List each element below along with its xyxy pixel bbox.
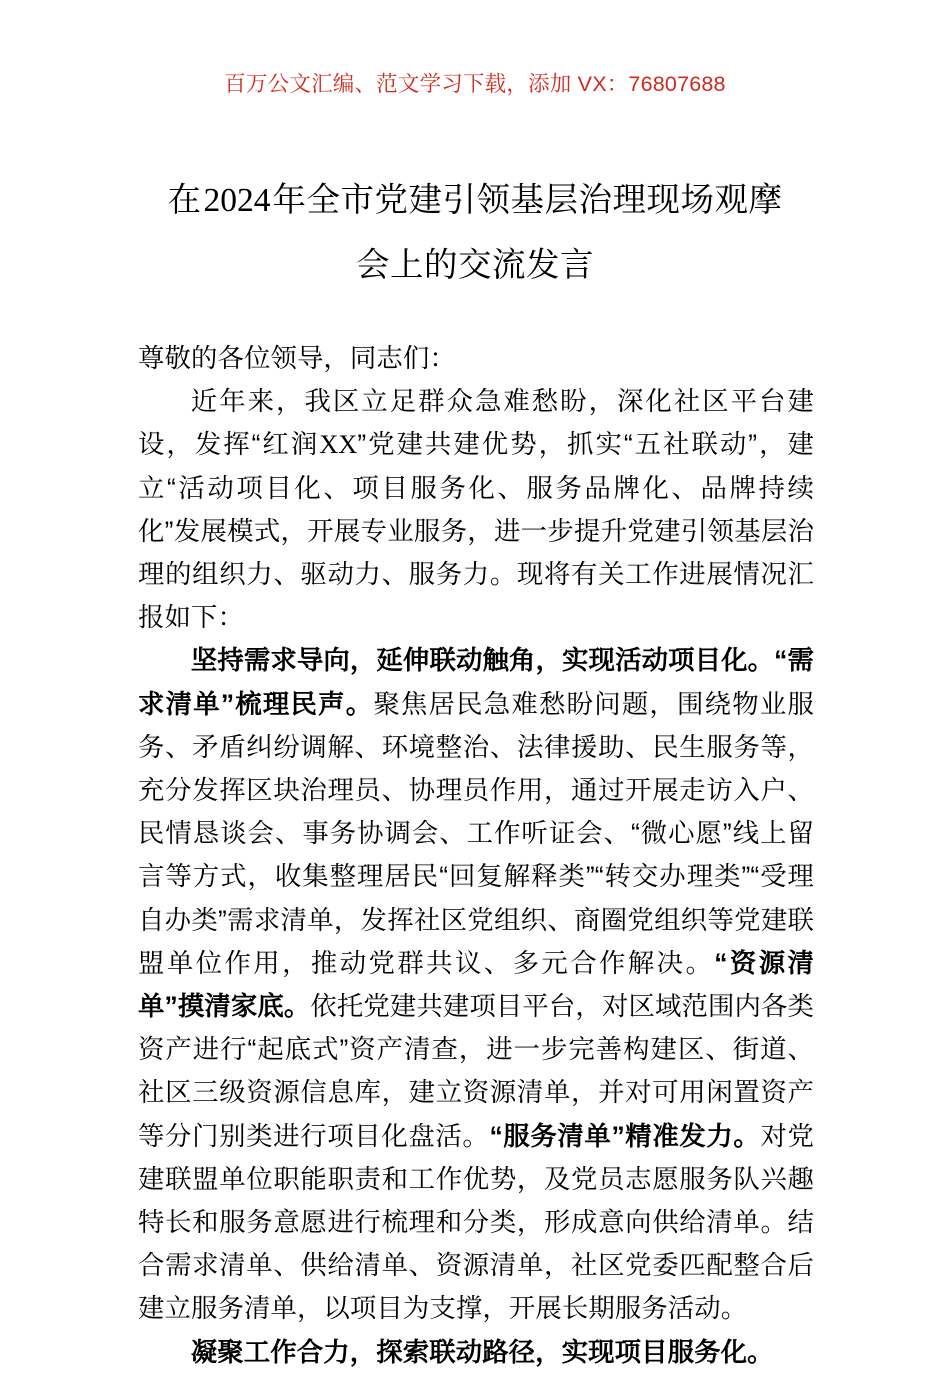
title-line-1-suffix: 年全市党建引领基层治理现场观摩 [272, 182, 783, 219]
intro-text-b: ”党建共建优势，抓实“五社联动”，建立“活动项目化、项目服务化、服务品牌化、品牌持续化”发展模式，开展专业服务，进一步提升党建引领基层治理的组织力、驱动力、服务力。现将有关工作进展情况汇报如下： [138, 429, 814, 633]
document-body [138, 337, 814, 1374]
intro-text-a: 近年来，我区立足群众急难愁盼，深化社区平台建设，发挥“红润 [138, 386, 814, 460]
title-line-1 [105, 168, 845, 233]
intro-placeholder-xx: XX [319, 429, 358, 460]
section-1-sub-1-heading: “需求清单”梳理民声。 [138, 645, 814, 719]
promo-header-text: 百万公文汇编、范文学习下载，添加 VX：76807688 [224, 72, 726, 96]
section-1-sub-3-text: 对党建联盟单位职能职责和工作优势，及党员志愿服务队兴趣特长和服务意愿进行梳理和分类，形成意向供给清单。结合需求清单、供给清单、资源清单，社区党委匹配整合后建立服务清单，以项目为支撑，开展长期服务活动。 [138, 1120, 814, 1324]
section-2-paragraph [138, 1331, 814, 1374]
section-1-sub-3-heading: “服务清单”精准发力。 [489, 1120, 761, 1151]
section-1-sub-2-heading: “资源清单”摸清家底。 [138, 947, 814, 1022]
section-1-sub-1-text: 聚焦居民急难愁盼问题，围绕物业服务、矛盾纠纷调解、环境整治、法律援助、民生服务等，充分发挥区块治理员、协理员作用，通过开展走访入户、民情恳谈会、事务协调会、工作听证会、“微心愿”线上留言等方式，收集整理居民“回复解释类”“转交办理类”“受理自办类”需求清单，发挥社区党组织、商圈党组织等党建联盟单位作用，推动党群共议、多元合作解决。 [138, 688, 814, 978]
section-1-paragraph [138, 639, 814, 1330]
title-line-1-prefix: 在 [167, 182, 202, 219]
title-line-2: 会上的交流发言 [356, 247, 594, 285]
salutation-paragraph: 尊敬的各位领导，同志们： [138, 343, 456, 373]
section-2-heading: 凝聚工作合力，探索联动路径，实现项目服务化。 [190, 1336, 774, 1367]
section-1-sub-2-text: 依托党建共建项目平台，对区域范围内各类资产进行“起底式”资产清查，进一步完善构建区、街道、社区三级资源信息库，建立资源清单，并对可用闲置资产等分门别类进行项目化盘活。 [138, 991, 814, 1151]
section-1-heading: 坚持需求导向，延伸联动触角，实现活动项目化。 [190, 645, 775, 676]
title-year: 2024 [203, 182, 271, 219]
document-title [105, 168, 845, 299]
intro-paragraph [138, 380, 814, 639]
